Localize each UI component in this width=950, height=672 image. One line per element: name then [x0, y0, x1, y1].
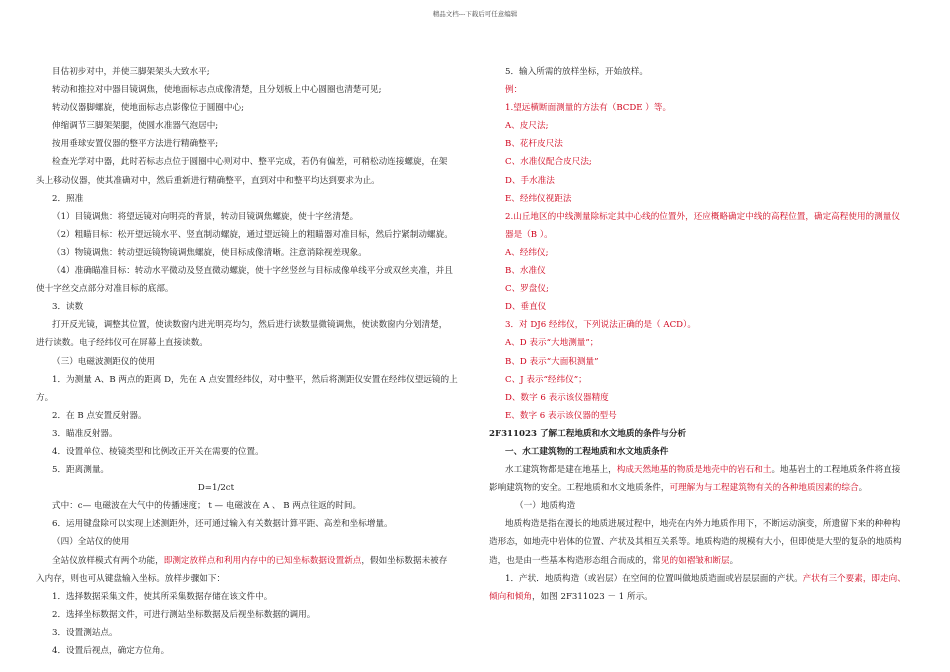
text-line: 4．设置单位、棱镜类型和比例改正开关在需要的位置。: [52, 446, 264, 457]
left-tail-line: 1．选择数据采集文件，使其所采集数据存储在该文件中。: [52, 591, 273, 602]
highlight-text: 即测定放样点和利用内存中的已知坐标数据设置新点: [163, 555, 362, 566]
question-line: A、D 表示“大地测量”；: [505, 338, 599, 349]
question-line: A、经纬仪;: [505, 247, 549, 258]
section-title: 2F311023 了解工程地质和水文地质的条件与分析: [489, 428, 687, 439]
text-line: 5．距离测量。: [52, 465, 110, 476]
text-line: 打开反光镜，调整其位置，使读数窗内进光明亮均匀，然后进行读数显微镜调焦，使读数窗内分划清楚，: [52, 320, 448, 331]
text-line: 使十字丝交点部分对准目标的底部。: [36, 284, 174, 295]
question-line: 例：: [505, 85, 523, 96]
question-line: 3．对 DJ6 经纬仪，下列说法正确的是（ ACD）。: [505, 320, 696, 331]
subsection-title: 一、水工建筑物的工程地质和水文地质条件: [505, 446, 669, 457]
question-line: B、花杆皮尺法: [505, 139, 563, 150]
text-line: 进行读数。电子经纬仪可在屏幕上直接读数。: [36, 338, 208, 349]
example-questions: [489, 81, 919, 425]
question-line: C、罗盘仪;: [505, 284, 549, 295]
text-line: 方。: [36, 392, 54, 403]
text-line: 检查光学对中器，此时若标志点位于圆圈中心则对中、整平完成，若仍有偏差，可稍松动连接螺旋，在架: [52, 157, 448, 168]
text-line: D=1/2ct: [197, 483, 235, 494]
text-line: 3．瞄准反射器。: [52, 428, 118, 439]
text-line: （1）目镜调焦：将望远镜对向明亮的背景，转动目镜调焦螺旋，使十字丝清楚。: [52, 211, 359, 222]
sub-heading: （一）地质构造: [515, 501, 576, 512]
question-line: C、J 表示“经纬仪”；: [505, 374, 587, 385]
para2-line-2: 造形态，如地壳中岩体的位置、产状及其相互关系等。地质构造的规模有大小，但即使是大型的复杂的地质构: [489, 537, 902, 548]
para3-line-1: 1．产状．地质构造（或岩层）在空间的位置叫做地质造面或岩层层面的产状。产状有三个要素，即走向、: [505, 573, 906, 584]
left-tail-line: 2．选择坐标数据文件，可进行测站坐标数据及后视坐标数据的调用。: [52, 609, 316, 620]
para1-line-2: 影响建筑物的安全。工程地质和水文地质条件，可理解为与工程建筑物有关的各种地质因素的综合。: [489, 483, 868, 494]
text-line: （3）物镜调焦：转动望远镜物镜调焦螺旋，使目标成像清晰。注意消除视差现象。: [52, 247, 367, 258]
question-line: E、经纬仪视距法: [505, 193, 572, 204]
text-line: 1．为测量 A、B 两点的距离 D，先在 A 点安置经纬仪，对中整平，然后将测距仪安置在经纬仪望远镜的上: [52, 374, 458, 385]
text-line: 2．在 B 点安置反射器。: [52, 410, 147, 421]
text-line: 转动和推拉对中器目镜调焦，使地面标志点成像清楚，且分划板上中心圆圈也清楚可见;: [52, 85, 382, 96]
question-line: D、手水准法: [505, 175, 555, 186]
left-lines: [36, 63, 466, 552]
question-line: A、皮尺法;: [505, 121, 549, 132]
question-line: D、垂直仪: [505, 302, 547, 313]
right-column: [489, 63, 919, 606]
text-line: 转动仪器脚螺旋，使地面标志点影像位于圆圈中心;: [52, 103, 244, 114]
text-line: 头上移动仪器，使其准确对中，然后重新进行精确整平，直到对中和整平均达到要求为止。: [36, 175, 380, 186]
para1-line-1: 水工建筑物都是建在地基上，构成天然地基的物质是地壳中的岩石和土。地基岩土的工程地质条件将直接: [505, 465, 901, 476]
question-line: D、数字 6 表示该仪器精度: [505, 392, 609, 403]
question-line: E、数字 6 表示该仪器的型号: [505, 410, 617, 421]
question-line: B、D 表示“大面积测量”: [505, 356, 599, 367]
para2-line-1: 地质构造是指在漫长的地质进展过程中，地壳在内外力地质作用下，不断运动演变，所遗留下来的种种构: [505, 519, 901, 530]
text-line: 6．运用键盘除可以实现上述测距外，还可通过输入有关数据计算平距、高差和坐标增量。: [52, 519, 393, 530]
question-line: 1.望远横断面测量的方法有（BCDE ）等。: [505, 103, 672, 114]
left-mixed-line-1: 全站仪放样模式有两个功能，即测定放样点和利用内存中的已知坐标数据设置新点，假如坐标数据未被存: [52, 555, 448, 566]
left-tail-line: 4．设置后视点，确定方位角。: [52, 646, 170, 656]
text-line: 按用垂球安置仪器的整平方法进行精确整平;: [52, 139, 219, 150]
text-line: （四）全站仪的使用: [52, 537, 130, 548]
page-header: 精品文档---下载后可任意编辑: [432, 10, 518, 18]
text-line: 2．照准: [52, 193, 84, 204]
text-line: （2）粗瞄目标：松开望远镜水平、竖直制动螺旋，通过望远镜上的粗瞄器对准目标，然后拧紧制动螺旋。: [52, 229, 453, 240]
text-line: （4）准确瞄准目标：转动水平微动及竖直微动螺旋，使十字丝竖丝与目标成像单线平分或双丝夹准，并且: [52, 266, 453, 277]
question-line: 器是（B ）。: [505, 229, 553, 240]
left-tail-line: 3．设置测站点。: [52, 627, 118, 638]
text-line: （三）电磁波测距仪的使用: [52, 356, 156, 367]
question-line: C、水准仪配合皮尺法;: [505, 157, 592, 168]
text-line: 3．读数: [52, 302, 84, 313]
text-line: 式中：c— 电磁波在大气中的传播速度； t — 电磁波在 A 、 B 两点往返的时间。: [52, 501, 362, 512]
text-line: 伸缩调节三脚架架腿，使圆水准器气泡居中;: [52, 121, 219, 132]
para2-line-3: 造，也是由一些基本构造形态组合而成的，常见的如褶皱和断层。: [489, 555, 739, 566]
question-line: B、水准仪: [505, 266, 546, 277]
text-line: 目估初步对中，并使三脚架架头大致水平;: [52, 67, 210, 77]
left-mixed-line-2: 入内存，则也可从键盘输入坐标。放样步骤如下：: [36, 573, 226, 584]
right-top-line: 5．输入所需的放样坐标，开始放样。: [505, 67, 648, 77]
question-line: 2.山丘地区的中线测量除标定其中心线的位置外，还应概略确定中线的高程位置，确定高程使用的测量仪: [505, 211, 900, 222]
para3-line-2: 倾向和倾角，如图 2F311023 － 1 所示。: [489, 591, 653, 602]
left-column: [36, 63, 466, 660]
